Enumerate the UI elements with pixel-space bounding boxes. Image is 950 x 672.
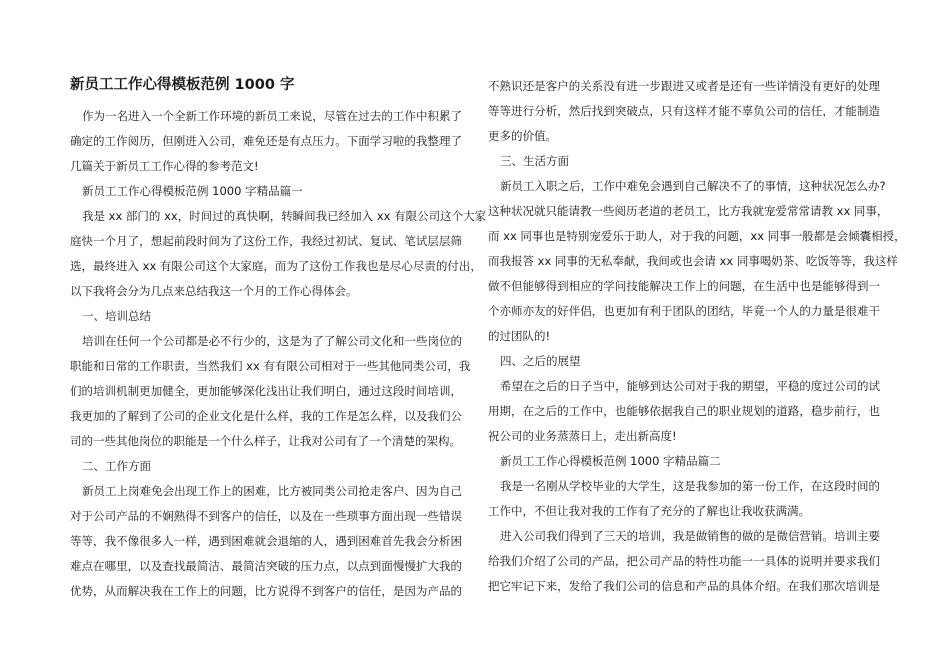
- paragraph-line: 我是 xx 部门的 xx，时间过的真快啊，转瞬间我已经加入 xx 有限公司这个大家: [82, 209, 487, 223]
- paragraph-line: 作为一名进入一个全新工作环境的新员工来说，尽管在过去的工作中积累了: [82, 109, 462, 123]
- paragraph-line: 进入公司我们得到了三天的培训，我是做销售的做的是微信营销。培训主要: [500, 529, 880, 543]
- section-heading: 一、培训总结: [82, 309, 151, 323]
- paragraph-line: 而 xx 同事也是特别宠爱乐于助人，对于我的问题，xx 同事一般都是会倾囊相授，: [488, 229, 906, 243]
- paragraph-line: 难点在哪里，以及查找最简洁、最简洁突破的压力点，以点到面慢慢扩大我的: [70, 559, 462, 573]
- paragraph-line: 庭快一个月了，想起前段时间为了这份工作，我经过初试、复试、笔试层层筛: [70, 234, 462, 248]
- paragraph-line: 把它牢记下来，发给了我们公司的信息和产品的具体介绍。在我们那次培训是: [488, 579, 880, 593]
- paragraph-line: 们的培训机制更加健全，更加能够深化浅出让我们明白，通过这段时间培训，: [70, 384, 462, 398]
- paragraph-line: 司的一些其他岗位的职能是一个什么样子，让我对公司有了一个清楚的架构。: [70, 434, 461, 448]
- paragraph-line: 以下我将会分为几点来总结我这一个月的工作心得体会。: [70, 284, 358, 298]
- paragraph-line: 工作中，不但让我对我的工作有了充分的了解也让我收获满满。: [488, 504, 810, 518]
- paragraph-line: 确定的工作阅历，但刚进入公司，难免还是有点压力。下面学习啦的我整理了: [70, 134, 462, 148]
- paragraph-line: 而我报答 xx 同事的无私奉献，我间或也会请 xx 同事喝奶茶、吃饭等等，我这样: [488, 254, 898, 268]
- paragraph-line: 对于公司产品的不娴熟得不到客户的信任，以及在一些琐事方面出现一些错误: [70, 509, 462, 523]
- paragraph-line: 选，最终进入 xx 有限公司这个大家庭，而为了这份工作我也是尽心尽责的付出，: [70, 259, 482, 273]
- paragraph-line: 等等，我不像很多人一样，遇到困难就会退缩的人，遇到困难首先我会分析困: [70, 534, 462, 548]
- paragraph-line: 给我们介绍了公司的产品，把公司产品的特性功能一一具体的说明并要求我们: [488, 554, 880, 568]
- section-heading: 新员工工作心得模板范例 1000 字精品篇二: [500, 454, 721, 468]
- paragraph-line: 新员工上岗难免会出现工作上的困难，比方被同类公司抢走客户、因为自己: [82, 484, 462, 498]
- section-heading: 二、工作方面: [82, 459, 151, 473]
- paragraph-line: 希望在之后的日子当中，能够到达公司对于我的期望，平稳的度过公司的试: [500, 379, 880, 393]
- section-heading: 三、生活方面: [500, 154, 569, 168]
- paragraph-line: 更多的价值。: [488, 129, 557, 143]
- paragraph-line: 的过团队的!: [488, 329, 551, 343]
- paragraph-line: 培训在任何一个公司都是必不行少的，这是为了了解公司文化和一些岗位的: [82, 334, 462, 348]
- paragraph-line: 优势，从而解决我在工作上的问题，比方说得不到客户的信任，是因为产品的: [70, 584, 462, 598]
- paragraph-line: 我更加的了解到了公司的企业文化是什么样，我的工作是怎么样，以及我们公: [70, 409, 462, 423]
- paragraph-line: 不熟识还是客户的关系没有进一步跟进又或者是还有一些详情没有更好的处理: [488, 79, 880, 93]
- paragraph-line: 新员工入职之后，工作中难免会遇到自己解决不了的事情，这种状况怎么办?: [500, 179, 886, 193]
- section-heading: 新员工工作心得模板范例 1000 字精品篇一: [82, 184, 303, 198]
- document-title: 新员工工作心得模板范例 1000 字: [70, 77, 295, 93]
- paragraph-line: 职能和日常的工作职责，当然我们 xx 有有限公司相对于一些其他同类公司，我: [70, 359, 471, 373]
- paragraph-line: 几篇关于新员工工作心得的参考范文!: [70, 159, 259, 173]
- paragraph-line: 我是一名刚从学校毕业的大学生，这是我参加的第一份工作，在这段时间的: [500, 479, 880, 493]
- paragraph-line: 等等进行分析，然后找到突破点，只有这样才能不辜负公司的信任，才能制造: [488, 104, 880, 118]
- paragraph-line: 做不但能够得到相应的学问技能解决工作上的问题，在生活中也是能够得到一: [488, 279, 880, 293]
- paragraph-line: 祝公司的业务蒸蒸日上，走出新高度!: [488, 429, 677, 443]
- paragraph-line: 这种状况就只能请教一些阅历老道的老员工，比方我就宠爱常常请教 xx 同事，: [488, 204, 889, 218]
- paragraph-line: 用期，在之后的工作中，也能够依据我自己的职业规划的道路，稳步前行，也: [488, 404, 880, 418]
- paragraph-line: 个亦师亦友的好伴侣，也更加有利于团队的团结，毕竟一个人的力量是很难干: [488, 304, 880, 318]
- section-heading: 四、之后的展望: [500, 354, 581, 368]
